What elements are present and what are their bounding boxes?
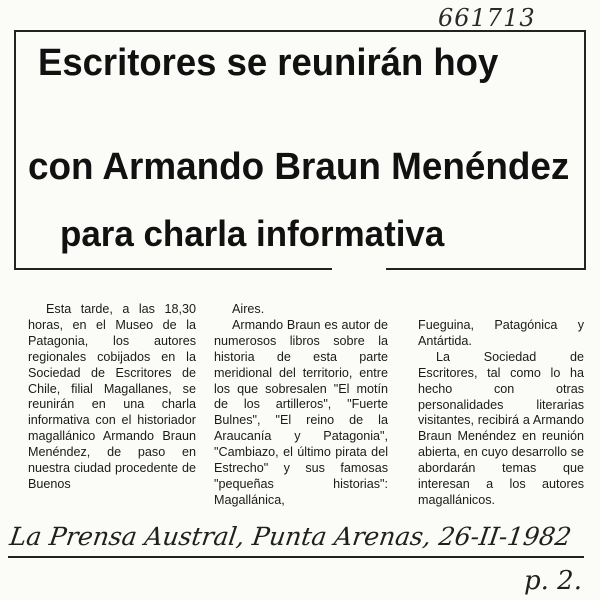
frame-border-left bbox=[14, 30, 16, 268]
article-column-3 bbox=[418, 318, 584, 509]
column-3-paragraph: La Sociedad de Escritores, tal como lo ha hecho con otras personalidades literarias visitantes, recibirá a Armando Braun Menéndez en reunión abierta, en cuyo desarrollo se abordarán temas que interesan a los autores magallánicos. bbox=[418, 349, 584, 507]
handwritten-catalog-number: 661713 bbox=[438, 4, 536, 32]
column-2-paragraph: Armando Braun es autor de numerosos libros sobre la historia de esta parte meridional del territorio, entre los que sobresalen "El motín de los artilleros", "Fuerte Bulnes", "El reino de la Araucanía y Patagonia", "Cambiazo, el último pirata del Estrecho" y sus famosas "pequeñas historias": Magallánica, bbox=[214, 317, 388, 507]
source-note-underline bbox=[8, 556, 584, 558]
frame-border-bottom-right bbox=[386, 268, 586, 270]
column-2-continuation: Aires. bbox=[232, 302, 265, 316]
handwritten-page-mark: p. 2. bbox=[524, 566, 582, 596]
column-1-paragraph: Esta tarde, a las 18,30 horas, en el Museo de la Patagonia, los autores regionales cobijados en la Sociedad de Escritores de Chile, filial Magallanes, se reunirán en una charla informativa con el historiador magallánico Armando Braun Menéndez, de paso en nuestra ciudad procedente de Buenos bbox=[28, 302, 196, 491]
frame-border-top bbox=[14, 30, 586, 32]
article-column-2 bbox=[214, 302, 388, 509]
frame-border-right bbox=[584, 30, 586, 270]
frame-border-bottom-left bbox=[14, 268, 332, 270]
headline-line-3: para charla informativa bbox=[60, 213, 445, 254]
article-column-1 bbox=[28, 302, 196, 493]
headline-frame bbox=[14, 30, 586, 270]
handwritten-source-note: La Prensa Austral, Punta Arenas, 26-II-1982 bbox=[7, 522, 574, 551]
column-3-continuation: Fueguina, Patagónica y Antártida. bbox=[418, 318, 584, 348]
headline-line-1: Escritores se reunirán hoy bbox=[38, 42, 499, 84]
headline-line-2: con Armando Braun Menéndez bbox=[28, 146, 570, 188]
